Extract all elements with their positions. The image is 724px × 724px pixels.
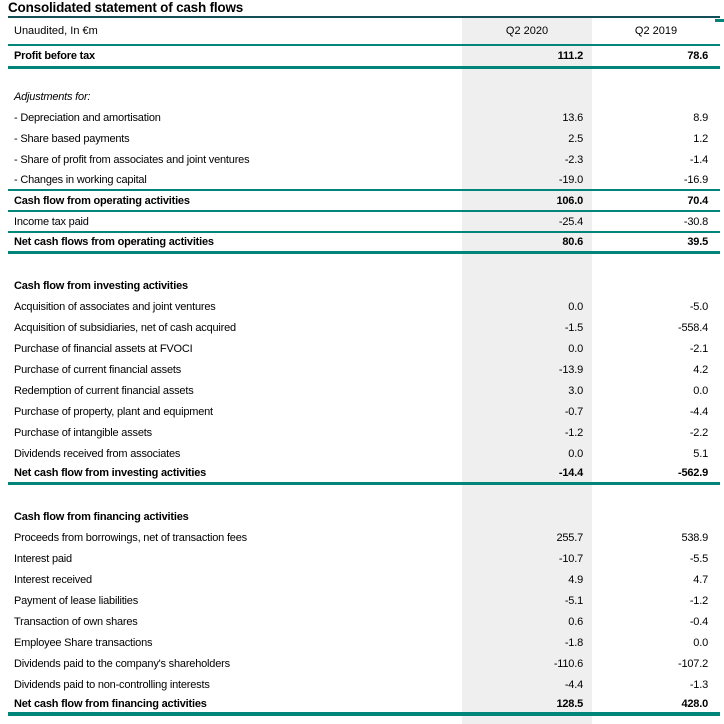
row-value-q2-2020 xyxy=(462,716,592,724)
row-value-q2-2019: -5.0 xyxy=(689,300,708,313)
row-value-q2-2019: 39.5 xyxy=(687,236,708,248)
table-row xyxy=(8,338,720,359)
row-value-q2-2019 xyxy=(592,716,720,724)
row-value-q2-2020: -1.2 xyxy=(462,422,592,443)
table-row xyxy=(8,107,720,128)
row-value-q2-2019: -5.5 xyxy=(689,552,708,565)
spacer-row xyxy=(8,254,720,275)
row-value-q2-2020: 111.2 xyxy=(462,46,592,66)
table-row xyxy=(8,191,720,212)
table-row xyxy=(8,86,720,107)
header-col-q2-2019: Q2 2019 xyxy=(634,25,678,37)
row-value-q2-2020 xyxy=(462,69,592,86)
row-value-q2-2019: -107.2 xyxy=(678,657,708,670)
row-label: Transaction of own shares xyxy=(14,615,138,628)
row-value-q2-2019: -562.9 xyxy=(678,467,708,479)
row-value-q2-2020 xyxy=(462,86,592,107)
table-row xyxy=(8,548,720,569)
row-label: Purchase of financial assets at FVOCI xyxy=(14,342,193,355)
row-value-q2-2020: 3.0 xyxy=(462,380,592,401)
row-value-q2-2020 xyxy=(462,485,592,506)
table-row xyxy=(8,317,720,338)
row-value-q2-2020: 128.5 xyxy=(462,695,592,712)
table-row xyxy=(8,401,720,422)
row-label: Acquisition of associates and joint ventures xyxy=(14,300,216,313)
row-value-q2-2020: 0.0 xyxy=(462,296,592,317)
row-value-q2-2019: 0.0 xyxy=(693,636,708,649)
row-value-q2-2019: -0.4 xyxy=(689,615,708,628)
row-label: Dividends paid to non-controlling interests xyxy=(14,678,210,691)
row-value-q2-2020: -13.9 xyxy=(462,359,592,380)
row-value-q2-2020: 2.5 xyxy=(462,128,592,149)
row-value-q2-2020: -25.4 xyxy=(462,212,592,231)
table-row xyxy=(8,212,720,233)
row-label xyxy=(8,485,462,506)
row-value-q2-2019: 1.2 xyxy=(693,132,708,145)
row-value-q2-2019: 78.6 xyxy=(687,50,708,62)
table-row xyxy=(8,296,720,317)
table-row xyxy=(8,233,720,254)
table-row xyxy=(8,464,720,485)
row-value-q2-2019: -16.9 xyxy=(683,173,708,186)
row-value-q2-2019 xyxy=(592,254,720,275)
row-value-q2-2020: -4.4 xyxy=(462,674,592,695)
row-value-q2-2020 xyxy=(462,506,592,527)
table-row xyxy=(8,422,720,443)
table-row xyxy=(8,590,720,611)
row-value-q2-2020: -19.0 xyxy=(462,170,592,189)
row-value-q2-2020: 0.6 xyxy=(462,611,592,632)
table-row xyxy=(8,380,720,401)
row-value-q2-2019 xyxy=(592,86,720,107)
row-value-q2-2019: -1.2 xyxy=(689,594,708,607)
header-unaudited-label: Unaudited, In €m xyxy=(14,25,98,37)
table-row xyxy=(8,674,720,695)
row-value-q2-2019: 70.4 xyxy=(687,194,708,207)
row-label: Net cash flow from investing activities xyxy=(14,467,207,479)
row-value-q2-2020: -1.8 xyxy=(462,632,592,653)
table-row xyxy=(8,611,720,632)
table-row xyxy=(8,527,720,548)
row-value-q2-2020 xyxy=(462,254,592,275)
table-row xyxy=(8,128,720,149)
row-value-q2-2020: -2.3 xyxy=(462,149,592,170)
row-value-q2-2019: 8.9 xyxy=(693,111,708,124)
top-right-accent-mark xyxy=(715,19,724,22)
row-label: Proceeds from borrowings, net of transaction fees xyxy=(14,531,247,544)
row-value-q2-2019: 538.9 xyxy=(681,531,708,544)
row-value-q2-2020: -14.4 xyxy=(462,464,592,482)
table-row xyxy=(8,275,720,296)
row-label: Cash flow from operating activities xyxy=(14,194,190,207)
row-label: Interest paid xyxy=(14,552,72,565)
row-label: Dividends received from associates xyxy=(14,447,181,460)
row-value-q2-2020: 0.0 xyxy=(462,338,592,359)
row-value-q2-2019: 5.1 xyxy=(693,447,708,460)
row-value-q2-2020: -0.7 xyxy=(462,401,592,422)
row-value-q2-2019: -558.4 xyxy=(678,321,708,334)
table-row xyxy=(8,443,720,464)
row-label: Dividends paid to the company's shareholders xyxy=(14,657,230,670)
row-label: Net cash flows from operating activities xyxy=(14,236,214,248)
table-header-row xyxy=(8,18,720,46)
row-label xyxy=(8,716,462,724)
row-value-q2-2020 xyxy=(462,275,592,296)
row-label: - Share based payments xyxy=(14,132,130,145)
row-value-q2-2020: 255.7 xyxy=(462,527,592,548)
row-value-q2-2019: 0.0 xyxy=(693,384,708,397)
table-row xyxy=(8,632,720,653)
table-body xyxy=(8,46,720,724)
row-value-q2-2019: -1.4 xyxy=(689,153,708,166)
row-value-q2-2020: 13.6 xyxy=(462,107,592,128)
row-label: Cash flow from financing activities xyxy=(14,510,189,523)
cash-flow-statement xyxy=(8,0,720,722)
table-row xyxy=(8,695,720,716)
row-label: Redemption of current financial assets xyxy=(14,384,194,397)
row-value-q2-2019: 428.0 xyxy=(681,697,708,710)
row-value-q2-2019 xyxy=(592,275,720,296)
table-row xyxy=(8,506,720,527)
row-value-q2-2020: -5.1 xyxy=(462,590,592,611)
row-value-q2-2019 xyxy=(592,69,720,86)
row-label: Adjustments for: xyxy=(14,90,91,103)
row-label: Income tax paid xyxy=(14,215,89,228)
row-value-q2-2019: -1.3 xyxy=(689,678,708,691)
spacer-row xyxy=(8,485,720,506)
row-label: - Depreciation and amortisation xyxy=(14,111,161,124)
table-row xyxy=(8,170,720,191)
row-value-q2-2019: -4.4 xyxy=(689,405,708,418)
row-value-q2-2020: 106.0 xyxy=(462,191,592,210)
row-value-q2-2019: 4.7 xyxy=(693,573,708,586)
header-col-q2-2020: Q2 2020 xyxy=(462,18,592,44)
table-row xyxy=(8,359,720,380)
row-label: Purchase of current financial assets xyxy=(14,363,182,376)
row-label: Profit before tax xyxy=(14,50,95,62)
table-row xyxy=(8,46,720,69)
row-label: Interest received xyxy=(14,573,92,586)
row-label xyxy=(8,254,462,275)
row-label: Purchase of intangible assets xyxy=(14,426,152,439)
row-value-q2-2019 xyxy=(592,506,720,527)
row-label: Payment of lease liabilities xyxy=(14,594,139,607)
row-label: Purchase of property, plant and equipment xyxy=(14,405,213,418)
row-label xyxy=(8,69,462,86)
row-label: Cash flow from investing activities xyxy=(14,279,188,292)
row-label: Acquisition of subsidiaries, net of cash acquired xyxy=(14,321,236,334)
row-value-q2-2020: 0.0 xyxy=(462,443,592,464)
row-value-q2-2020: -10.7 xyxy=(462,548,592,569)
row-label: Net cash flow from financing activities xyxy=(14,697,207,710)
page-title: Consolidated statement of cash flows xyxy=(8,0,720,18)
spacer-row xyxy=(8,716,720,724)
row-value-q2-2020: -110.6 xyxy=(462,653,592,674)
row-value-q2-2019: -30.8 xyxy=(683,215,708,228)
row-value-q2-2020: 4.9 xyxy=(462,569,592,590)
table-row xyxy=(8,653,720,674)
row-value-q2-2019: -2.1 xyxy=(689,342,708,355)
row-value-q2-2019: -2.2 xyxy=(689,426,708,439)
spacer-row xyxy=(8,69,720,86)
row-value-q2-2019: 4.2 xyxy=(693,363,708,376)
table-row xyxy=(8,149,720,170)
row-label: Employee Share transactions xyxy=(14,636,153,649)
row-label: - Share of profit from associates and joint ventures xyxy=(14,153,250,166)
row-value-q2-2020: 80.6 xyxy=(462,233,592,251)
row-label: - Changes in working capital xyxy=(14,173,147,186)
row-value-q2-2020: -1.5 xyxy=(462,317,592,338)
row-value-q2-2019 xyxy=(592,485,720,506)
table-row xyxy=(8,569,720,590)
